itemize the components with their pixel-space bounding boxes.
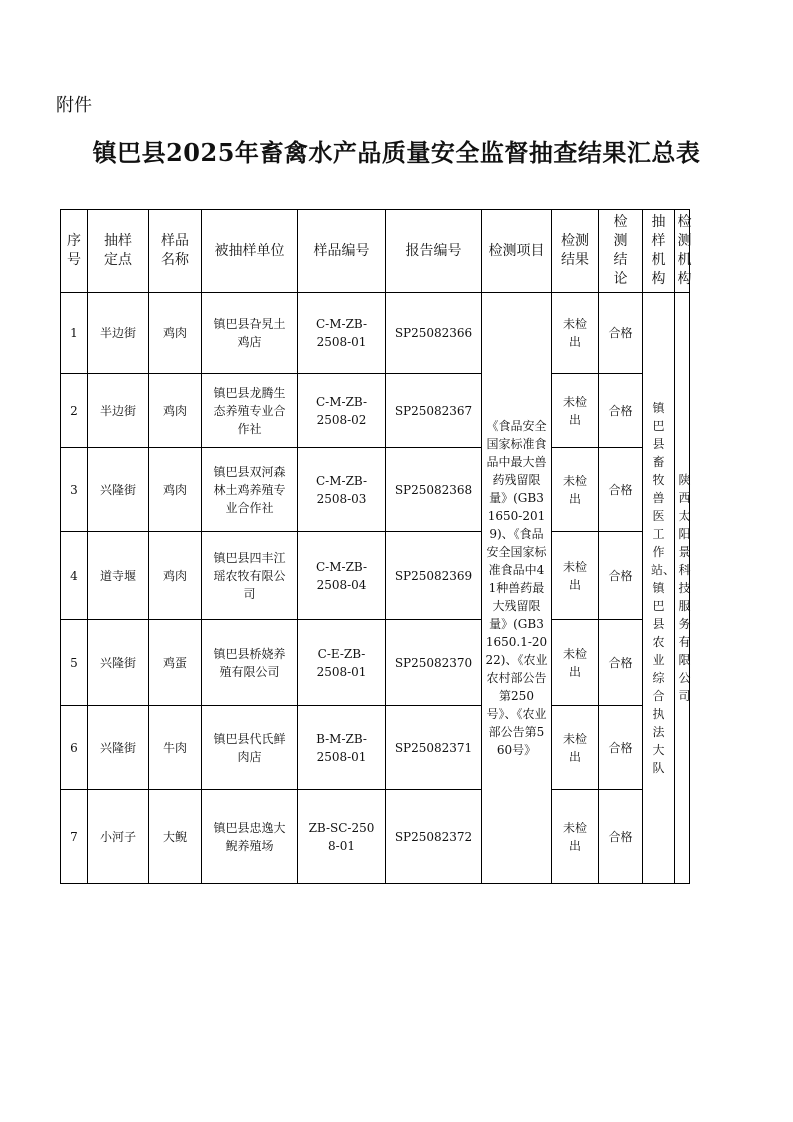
cell-sample-no: ZB-SC-2508-01 — [298, 790, 386, 884]
header-unit: 被抽样单位 — [202, 210, 298, 293]
cell-seq: 6 — [61, 706, 88, 790]
cell-sample: 鸡肉 — [149, 374, 202, 448]
cell-conclusion: 合格 — [599, 620, 643, 706]
cell-conclusion: 合格 — [599, 448, 643, 532]
header-result: 检测结果 — [552, 210, 599, 293]
cell-sample-no: C-M-ZB-2508-04 — [298, 532, 386, 620]
cell-seq: 5 — [61, 620, 88, 706]
cell-sample: 鸡蛋 — [149, 620, 202, 706]
header-location: 抽样定点 — [88, 210, 149, 293]
header-conclusion: 检测结论 — [599, 210, 643, 293]
cell-sample-no: C-M-ZB-2508-02 — [298, 374, 386, 448]
cell-test-items: 《食品安全国家标准食品中最大兽药残留限量》(GB31650-2019)、《食品安全国家标准食品中41种兽药最大残留限量》(GB31650.1-2022)、《农业农村部公告第250号》、《农业部公告第560号》 — [482, 293, 552, 884]
header-row — [61, 210, 690, 293]
cell-seq: 1 — [61, 293, 88, 374]
cell-conclusion: 合格 — [599, 706, 643, 790]
table-row — [61, 374, 690, 448]
cell-result: 未检出 — [552, 706, 599, 790]
header-items: 检测项目 — [482, 210, 552, 293]
cell-location: 兴隆街 — [88, 620, 149, 706]
cell-unit: 镇巴县旮旯土鸡店 — [202, 293, 298, 374]
cell-location: 半边街 — [88, 374, 149, 448]
page-title: 镇巴县2025年畜禽水产品质量安全监督抽查结果汇总表 — [92, 138, 701, 167]
cell-conclusion: 合格 — [599, 532, 643, 620]
cell-location: 道寺堰 — [88, 532, 149, 620]
cell-report-no: SP25082369 — [386, 532, 482, 620]
cell-location: 兴隆街 — [88, 706, 149, 790]
table-row — [61, 448, 690, 532]
table-row — [61, 706, 690, 790]
header-testing-org: 检测机构 — [675, 210, 690, 293]
cell-report-no: SP25082367 — [386, 374, 482, 448]
table-row — [61, 532, 690, 620]
cell-sample-no: C-M-ZB-2508-03 — [298, 448, 386, 532]
cell-sample-no: B-M-ZB-2508-01 — [298, 706, 386, 790]
cell-result: 未检出 — [552, 620, 599, 706]
cell-location: 半边街 — [88, 293, 149, 374]
cell-result: 未检出 — [552, 532, 599, 620]
cell-unit: 镇巴县四丰江瑶农牧有限公司 — [202, 532, 298, 620]
header-sampling-org: 抽样机构 — [643, 210, 675, 293]
cell-result: 未检出 — [552, 374, 599, 448]
cell-result: 未检出 — [552, 790, 599, 884]
header-seq: 序号 — [61, 210, 88, 293]
cell-unit: 镇巴县忠逸大鲵养殖场 — [202, 790, 298, 884]
cell-seq: 7 — [61, 790, 88, 884]
header-report-no: 报告编号 — [386, 210, 482, 293]
cell-sample: 鸡肉 — [149, 293, 202, 374]
cell-report-no: SP25082366 — [386, 293, 482, 374]
cell-seq: 4 — [61, 532, 88, 620]
header-sample-no: 样品编号 — [298, 210, 386, 293]
cell-location: 小河子 — [88, 790, 149, 884]
cell-sampling-org: 镇巴县畜牧兽医工作站、镇巴县农业综合执法大队 — [643, 293, 675, 884]
cell-unit: 镇巴县桥娆养殖有限公司 — [202, 620, 298, 706]
cell-sample-no: C-M-ZB-2508-01 — [298, 293, 386, 374]
cell-conclusion: 合格 — [599, 790, 643, 884]
attachment-label: 附件 — [56, 95, 92, 116]
cell-sample: 大鲵 — [149, 790, 202, 884]
cell-result: 未检出 — [552, 293, 599, 374]
cell-unit: 镇巴县双河森林土鸡养殖专业合作社 — [202, 448, 298, 532]
header-sample: 样品名称 — [149, 210, 202, 293]
cell-seq: 3 — [61, 448, 88, 532]
cell-location: 兴隆街 — [88, 448, 149, 532]
cell-result: 未检出 — [552, 448, 599, 532]
cell-unit: 镇巴县代氏鲜肉店 — [202, 706, 298, 790]
cell-report-no: SP25082368 — [386, 448, 482, 532]
cell-report-no: SP25082370 — [386, 620, 482, 706]
table-row — [61, 620, 690, 706]
cell-sample: 牛肉 — [149, 706, 202, 790]
cell-report-no: SP25082371 — [386, 706, 482, 790]
cell-report-no: SP25082372 — [386, 790, 482, 884]
cell-testing-org: 陕西太阳景科技服务有限公司 — [675, 293, 690, 884]
table-row — [61, 790, 690, 884]
cell-sample: 鸡肉 — [149, 448, 202, 532]
cell-sample-no: C-E-ZB-2508-01 — [298, 620, 386, 706]
table-row — [61, 293, 690, 374]
cell-conclusion: 合格 — [599, 293, 643, 374]
cell-sample: 鸡肉 — [149, 532, 202, 620]
cell-seq: 2 — [61, 374, 88, 448]
cell-unit: 镇巴县龙腾生态养殖专业合作社 — [202, 374, 298, 448]
cell-conclusion: 合格 — [599, 374, 643, 448]
results-table — [60, 209, 690, 884]
